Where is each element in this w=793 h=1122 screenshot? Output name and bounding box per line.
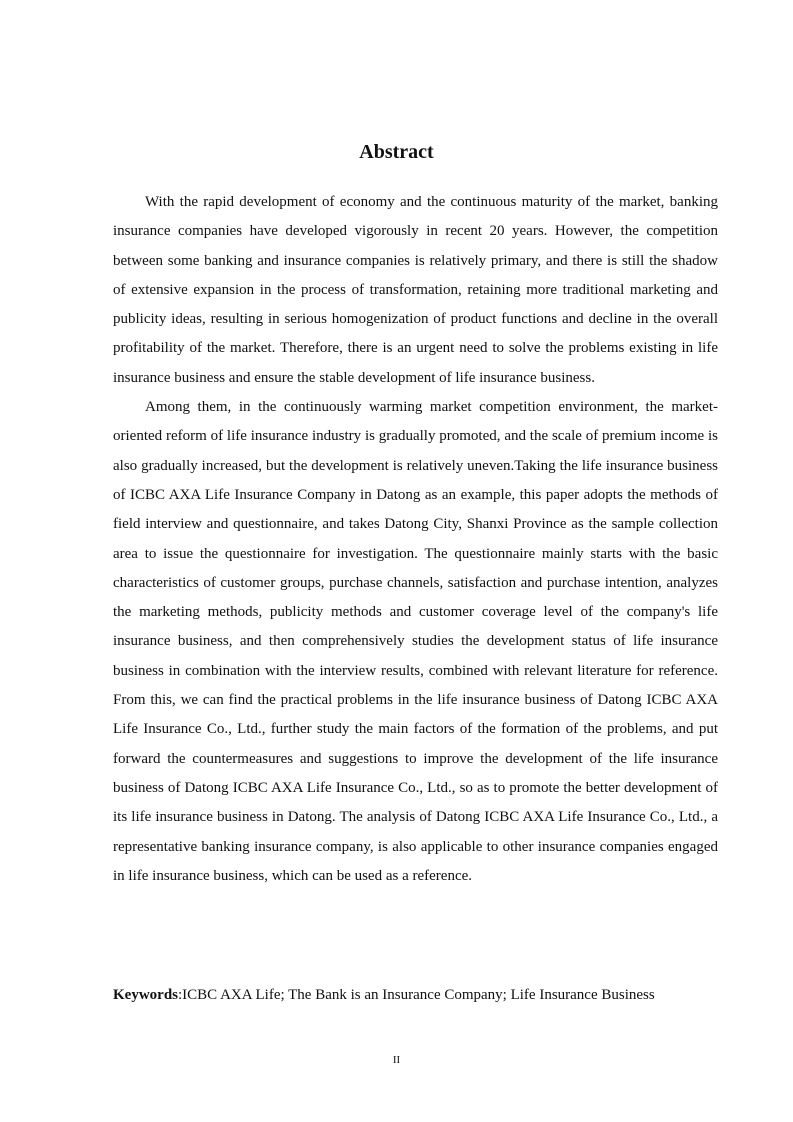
keywords-text: :ICBC AXA Life; The Bank is an Insurance Company; Life Insurance Business bbox=[178, 987, 655, 1003]
page-number: II bbox=[392, 1054, 401, 1066]
abstract-paragraph-1: With the rapid development of economy and the continuous maturity of the market, banking insurance companies have developed vigorously in recent 20 years. However, the competition between some banking and insurance companies is relatively primary, and there is still the shadow of extensive expansion in the process of transformation, retaining more traditional marketing and publicity ideas, resulting in serious homogenization of product functions and decline in the overall profitability of the market. Therefore, there is an urgent need to solve the problems existing in life insurance business and ensure the stable development of life insurance business. bbox=[113, 194, 718, 386]
abstract-paragraph-2: Among them, in the continuously warming market competition environment, the market-oriented reform of life insurance industry is gradually promoted, and the scale of premium income is also gradually increased, but the development is relatively uneven.Taking the life insurance business of ICBC AXA Life Insurance Company in Datong as an example, this paper adopts the methods of field interview and questionnaire, and takes Datong City, Shanxi Province as the sample collection area to issue the questionnaire for investigation. The questionnaire mainly starts with the basic characteristics of customer groups, purchase channels, satisfaction and purchase intention, analyzes the marketing methods, publicity methods and customer coverage level of the company's life insurance business, and then comprehensively studies the development status of life insurance business in combination with the interview results, combined with relevant literature for reference. From this, we can find the practical problems in the life insurance business of Datong ICBC AXA Life Insurance Co., Ltd., further study the main factors of the formation of the problems, and put forward the countermeasures and suggestions to improve the development of the life insurance business of Datong ICBC AXA Life Insurance Co., Ltd., so as to promote the better development of its life insurance business in Datong. The analysis of Datong ICBC AXA Life Insurance Co., Ltd., a representative banking insurance company, is also applicable to other insurance companies engaged in life insurance business, which can be used as a reference. bbox=[113, 399, 718, 884]
keywords-label: Keywords bbox=[113, 987, 178, 1003]
keywords-line bbox=[113, 982, 718, 1008]
abstract-body bbox=[113, 188, 718, 891]
abstract-title: Abstract bbox=[359, 141, 434, 163]
